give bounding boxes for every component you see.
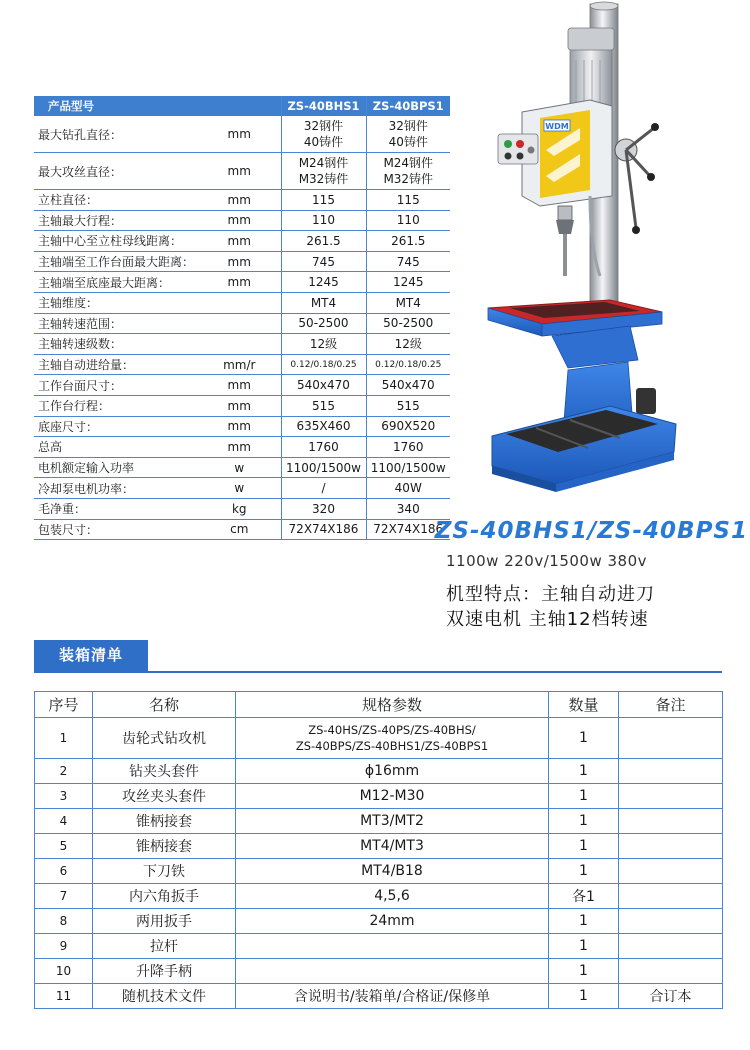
packing-note [619,834,723,859]
spec-value-model1: 110 [281,210,366,231]
spec-label: 主轴端至底座最大距离： [34,272,204,293]
spec-value-model1: 32钢件 40铸件 [281,116,366,153]
packing-row [35,759,723,784]
packing-qty: 1 [549,784,619,809]
spec-row [34,416,450,437]
packing-no: 3 [35,784,93,809]
packing-no: 8 [35,909,93,934]
spec-label: 主轴端至工作台面最大距离： [34,251,204,272]
spec-value-model2: 50-2500 [366,313,450,334]
motor-fan-cover [568,28,614,50]
packing-note: 合订本 [619,984,723,1009]
spec-unit [204,334,281,355]
spec-row [34,437,450,458]
packing-name: 升降手柄 [93,959,236,984]
start-button [504,140,512,148]
spec-value-model2: MT4 [366,292,450,313]
packing-row [35,909,723,934]
packing-qty: 1 [549,984,619,1009]
drill-bit [563,234,567,276]
spec-row [34,519,450,540]
drill-chuck [556,220,574,234]
spec-label: 总高 [34,437,204,458]
packing-note [619,884,723,909]
spec-value-model1: 1760 [281,437,366,458]
spec-unit: mm [204,375,281,396]
spec-value-model1: 261.5 [281,231,366,252]
spec-unit: cm [204,519,281,540]
spec-value-model1: 50-2500 [281,313,366,334]
packing-spec: 24mm [236,909,549,934]
logo-text: WDM [545,122,569,131]
packing-name: 两用扳手 [93,909,236,934]
packing-list-heading: 装箱清单 [34,640,148,671]
packing-spec: ZS-40HS/ZS-40PS/ZS-40BHS/ ZS-40BPS/ZS-40BHS1/ZS-40BPS1 [236,718,549,759]
packing-qty: 1 [549,934,619,959]
spec-unit: mm [204,395,281,416]
spec-label: 主轴最大行程： [34,210,204,231]
spec-value-model2: 540x470 [366,375,450,396]
packing-header-row [35,692,723,718]
spec-unit: mm [204,231,281,252]
spec-row [34,231,450,252]
col-header-spec: 规格参数 [236,692,549,718]
packing-qty: 1 [549,959,619,984]
spec-value-model2: 261.5 [366,231,450,252]
spec-unit: mm [204,272,281,293]
spec-value-model1: 515 [281,395,366,416]
spindle [558,206,572,220]
spec-row [34,251,450,272]
packing-row [35,809,723,834]
spec-value-model1: MT4 [281,292,366,313]
packing-note [619,859,723,884]
packing-no: 6 [35,859,93,884]
packing-name: 攻丝夹头套件 [93,784,236,809]
col-header-note: 备注 [619,692,723,718]
spec-value-model2: 745 [366,251,450,272]
packing-spec: MT4/B18 [236,859,549,884]
spec-value-model2: 0.12/0.18/0.25 [366,354,450,375]
spec-unit: mm [204,251,281,272]
spec-value-model2: 340 [366,498,450,519]
packing-no: 1 [35,718,93,759]
packing-qty: 1 [549,759,619,784]
spec-label: 工作台行程： [34,395,204,416]
spec-label: 毛净重： [34,498,204,519]
spec-label: 主轴转速级数： [34,334,204,355]
spec-value-model2: 515 [366,395,450,416]
spec-value-model2: 40W [366,478,450,499]
spec-value-model2: 690X520 [366,416,450,437]
packing-note [619,809,723,834]
spec-row [34,210,450,231]
spec-unit: mm [204,210,281,231]
packing-spec [236,934,549,959]
spec-row [34,272,450,293]
spec-unit: mm/r [204,354,281,375]
packing-no: 4 [35,809,93,834]
spec-label: 冷却泵电机功率： [34,478,204,499]
spec-unit: w [204,478,281,499]
spec-label: 电机额定输入功率 [34,457,204,478]
spec-unit: mm [204,153,281,190]
spec-unit [204,313,281,334]
spec-row [34,292,450,313]
spec-value-model1: M24钢件 M32铸件 [281,153,366,190]
packing-note [619,784,723,809]
spec-header-label: 产品型号 [34,96,204,116]
spec-unit: mm [204,116,281,153]
packing-spec: MT4/MT3 [236,834,549,859]
feature-line: 机型特点：主轴自动进刀 [446,584,655,605]
spec-value-model2: 32钢件 40铸件 [366,116,450,153]
spec-unit: w [204,457,281,478]
spec-value-model1: 745 [281,251,366,272]
packing-spec: 含说明书/装箱单/合格证/保修单 [236,984,549,1009]
packing-qty: 1 [549,834,619,859]
packing-no: 10 [35,959,93,984]
packing-row [35,959,723,984]
packing-no: 11 [35,984,93,1009]
spec-row [34,313,450,334]
packing-no: 7 [35,884,93,909]
spec-row [34,457,450,478]
packing-spec: M12-M30 [236,784,549,809]
packing-qty: 1 [549,809,619,834]
packing-no: 2 [35,759,93,784]
packing-note [619,909,723,934]
spec-label: 包装尺寸： [34,519,204,540]
packing-spec: MT3/MT2 [236,809,549,834]
spec-label: 主轴转速范围： [34,313,204,334]
spec-label: 主轴维度： [34,292,204,313]
packing-note [619,718,723,759]
packing-row [35,859,723,884]
spec-value-model2: 115 [366,190,450,211]
packing-name: 锥柄接套 [93,834,236,859]
spec-value-model2: 72X74X186 [366,519,450,540]
drill-machine-image [440,0,750,520]
spec-unit [204,292,281,313]
col-header-no: 序号 [35,692,93,718]
packing-row [35,834,723,859]
spec-label: 立柱直径： [34,190,204,211]
spec-table [34,96,450,540]
packing-qty: 1 [549,909,619,934]
spec-header-row [34,96,450,116]
spec-header-model2: ZS-40BPS1 [366,96,450,116]
spec-header-model1: ZS-40BHS1 [281,96,366,116]
packing-note [619,934,723,959]
model-power: 1100w 220v/1500w 380v [446,552,647,570]
model-title: ZS-40BHS1/ZS-40BPS1 [434,518,748,544]
spec-unit: mm [204,437,281,458]
spec-value-model2: 110 [366,210,450,231]
spec-label: 工作台面尺寸： [34,375,204,396]
packing-qty: 各1 [549,884,619,909]
col-header-qty: 数量 [549,692,619,718]
stop-button [516,140,524,148]
spec-value-model1: 540x470 [281,375,366,396]
spec-row [34,498,450,519]
spec-value-model1: 635X460 [281,416,366,437]
spec-value-model1: 115 [281,190,366,211]
spec-label: 最大钻孔直径： [34,116,204,153]
spec-value-model2: 1245 [366,272,450,293]
feature-line: 双速电机 主轴12档转速 [446,609,649,630]
spec-value-model1: 1245 [281,272,366,293]
spec-row [34,190,450,211]
spec-value-model1: 1100/1500w [281,457,366,478]
packing-row [35,984,723,1009]
packing-table [34,691,723,1009]
packing-name: 下刀铁 [93,859,236,884]
packing-name: 齿轮式钻攻机 [93,718,236,759]
packing-row [35,784,723,809]
spec-unit: mm [204,190,281,211]
packing-no: 5 [35,834,93,859]
spec-unit: kg [204,498,281,519]
spec-label: 主轴自动进给量： [34,354,204,375]
packing-qty: 1 [549,859,619,884]
packing-qty: 1 [549,718,619,759]
spec-row [34,478,450,499]
spec-value-model1: 12级 [281,334,366,355]
spec-value-model2: 1760 [366,437,450,458]
packing-note [619,759,723,784]
col-header-name: 名称 [93,692,236,718]
spec-row [34,375,450,396]
packing-name: 拉杆 [93,934,236,959]
packing-no: 9 [35,934,93,959]
packing-name: 锥柄接套 [93,809,236,834]
packing-row [35,934,723,959]
packing-spec: ϕ16mm [236,759,549,784]
spec-label: 底座尺寸： [34,416,204,437]
heading-divider [34,671,722,673]
spec-value-model1: / [281,478,366,499]
packing-name: 钻夹头套件 [93,759,236,784]
spec-row [34,116,450,153]
spec-unit: mm [204,416,281,437]
packing-row [35,718,723,759]
packing-spec: 4,5,6 [236,884,549,909]
spec-label: 最大攻丝直径： [34,153,204,190]
packing-name: 随机技术文件 [93,984,236,1009]
packing-note [619,959,723,984]
spec-row [34,395,450,416]
spec-value-model2: 1100/1500w [366,457,450,478]
spec-row [34,153,450,190]
packing-row [35,884,723,909]
packing-spec [236,959,549,984]
spec-value-model2: M24钢件 M32铸件 [366,153,450,190]
coolant-pump [636,388,656,414]
spec-label: 主轴中心至立柱母线距离： [34,231,204,252]
spec-value-model2: 12级 [366,334,450,355]
column-cap [590,2,618,10]
spec-row [34,334,450,355]
spec-value-model1: 0.12/0.18/0.25 [281,354,366,375]
spec-value-model1: 72X74X186 [281,519,366,540]
spec-row [34,354,450,375]
packing-name: 内六角扳手 [93,884,236,909]
spec-value-model1: 320 [281,498,366,519]
